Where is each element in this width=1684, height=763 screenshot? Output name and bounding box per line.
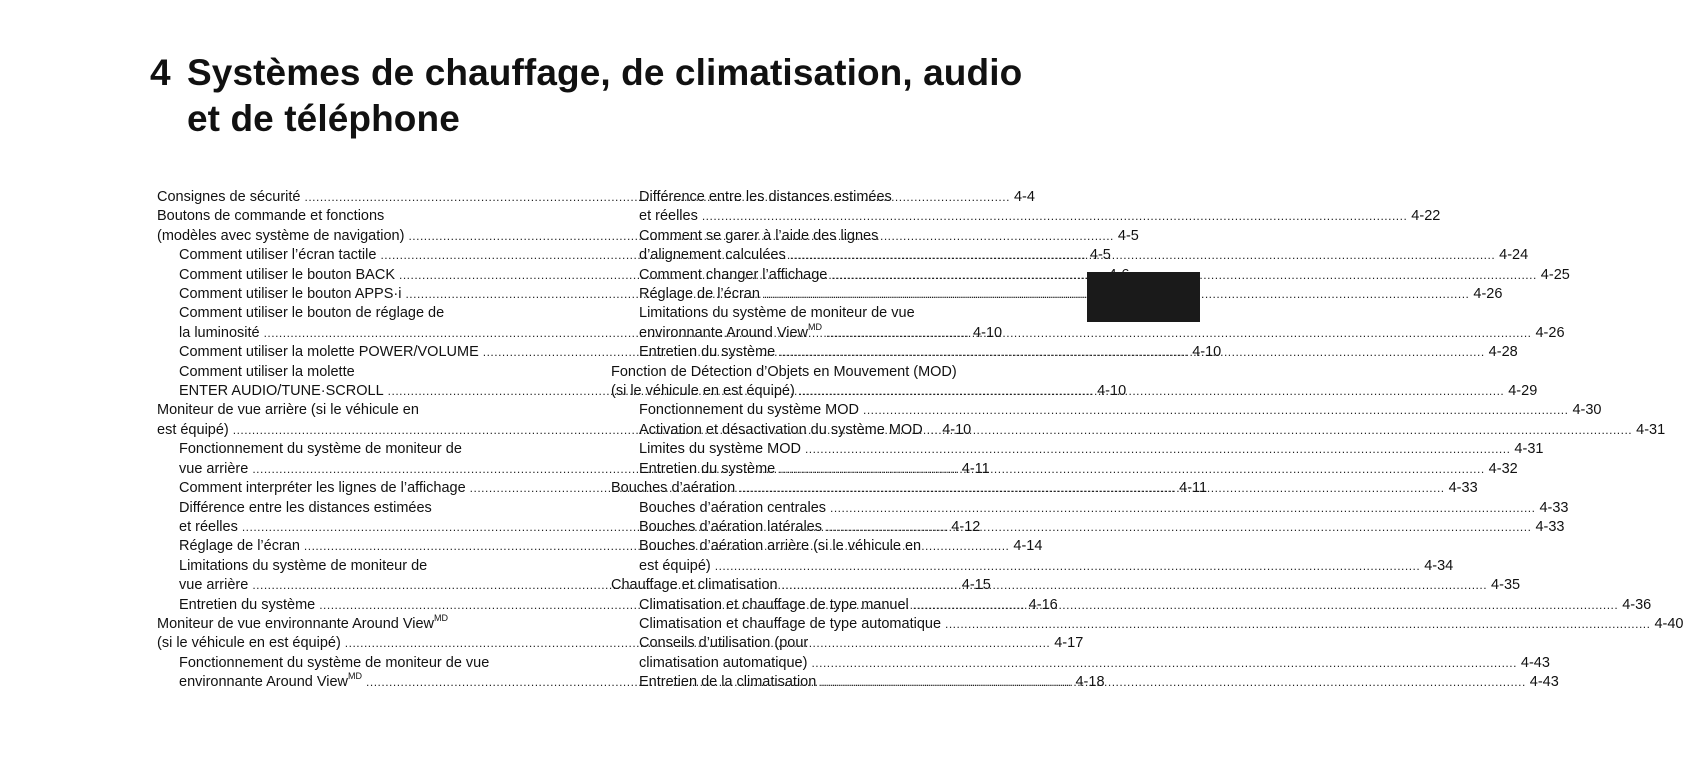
toc-entry-text: Entretien du système xyxy=(639,460,776,477)
toc-entry-text: Comment utiliser l’écran tactile xyxy=(179,247,377,264)
toc-page-number: 4-11 xyxy=(1179,480,1208,497)
dot-leader xyxy=(945,617,1650,631)
dot-leader xyxy=(820,675,1525,689)
toc-page-number: 4-18 xyxy=(1075,674,1105,691)
toc-entry-text: ENTER AUDIO/TUNE·SCROLL xyxy=(179,383,384,400)
chapter-number: 4 xyxy=(150,52,171,93)
toc-entry-text: Moniteur de vue environnante Around View xyxy=(157,615,435,632)
toc-entry-text: Différence entre les distances estimées xyxy=(179,499,432,516)
toc-entry[interactable] xyxy=(157,266,579,285)
dot-leader xyxy=(863,403,1568,417)
toc-page-number: 4-25 xyxy=(1540,266,1570,283)
dot-leader xyxy=(826,520,1531,534)
toc-entry[interactable] xyxy=(611,440,1544,459)
dot-leader xyxy=(715,559,1420,573)
toc-page-number: 4-32 xyxy=(1488,460,1518,477)
toc-entry-text: Entretien du système xyxy=(639,344,776,361)
dot-leader xyxy=(779,345,1484,359)
toc-entry-text: Bouches d’aération latérales xyxy=(639,518,822,535)
toc-entry-text: (si le véhicule en est équipé) xyxy=(611,383,795,400)
toc-page-number: 4-11 xyxy=(961,460,990,477)
toc-page-number: 4-35 xyxy=(1491,577,1521,594)
toc-page-number: 4-43 xyxy=(1520,654,1550,671)
toc-entry-text: Boutons de commande et fonctions xyxy=(157,208,385,225)
toc-entry-text: Comment utiliser la molette xyxy=(179,363,355,380)
toc-entry[interactable] xyxy=(611,460,1518,479)
toc-page-number: 4-5 xyxy=(1089,247,1111,264)
toc-page-number: 4-26 xyxy=(1535,324,1565,341)
toc-entry-text: Réglage de l’écran xyxy=(639,286,760,303)
toc-entry[interactable] xyxy=(611,266,1570,285)
toc-page-number: 4-26 xyxy=(1473,286,1503,303)
toc-page-number: 4-30 xyxy=(1572,402,1602,419)
toc-entry-text: la luminosité xyxy=(179,324,260,341)
dot-leader xyxy=(826,326,1531,340)
toc-entry[interactable] xyxy=(611,188,1441,227)
toc-page-number: 4-24 xyxy=(1499,247,1529,264)
toc-page-number: 4-22 xyxy=(1411,208,1441,225)
toc-entry-text: Consignes de sécurité xyxy=(157,189,301,205)
toc-page-number: 4-10 xyxy=(973,324,1003,341)
dot-leader xyxy=(805,442,1510,456)
toc-entry-text: Comment utiliser la molette POWER/VOLUME xyxy=(179,344,479,361)
dot-leader xyxy=(782,578,1487,592)
trademark-superscript: MD xyxy=(808,321,823,332)
toc-entry[interactable] xyxy=(611,401,1602,420)
toc-entry-text: climatisation automatique) xyxy=(639,654,808,671)
toc-entry-text: Chauffage et climatisation xyxy=(611,577,778,594)
chapter-thumb-tab xyxy=(1087,272,1200,322)
toc-page-number: 4-14 xyxy=(1013,538,1043,555)
toc-entry-text: Comment changer l’affichage xyxy=(639,266,828,283)
toc-page-number: 4-33 xyxy=(1448,480,1478,497)
toc-entry[interactable] xyxy=(611,576,1521,595)
toc-entry-text: Bouches d’aération centrales xyxy=(639,499,827,516)
toc-entry[interactable] xyxy=(611,518,1565,537)
toc-entry-text: environnante Around View xyxy=(179,674,349,691)
toc-page-number: 4-10 xyxy=(942,421,972,438)
toc-page-number: 4-31 xyxy=(1514,441,1544,458)
toc-entry[interactable] xyxy=(611,304,1565,343)
dot-leader xyxy=(927,423,1632,437)
dot-leader xyxy=(799,384,1504,398)
toc-page-number: 4-43 xyxy=(1529,674,1559,691)
toc-entry-text: d’alignement calculées xyxy=(639,247,786,264)
toc-entry-text: et réelles xyxy=(639,208,698,225)
toc-entry-text: est équipé) xyxy=(157,421,229,438)
toc-entry-text: Comment utiliser le bouton BACK xyxy=(179,266,395,283)
toc-page-number: 4-10 xyxy=(1192,344,1222,361)
toc-entry-text: Comment se garer à l’aide des lignes xyxy=(639,227,879,244)
toc-entry-text: Conseils d’utilisation (pour xyxy=(639,635,809,652)
toc-entry-text: Moniteur de vue arrière (si le véhicule en xyxy=(157,402,419,419)
toc-entry-text: Activation et désactivation du système MOD xyxy=(639,421,923,438)
toc-page-number: 4-33 xyxy=(1535,518,1565,535)
toc-entry-text: Différence entre les distances estimées xyxy=(639,189,892,205)
dot-leader xyxy=(790,248,1495,262)
toc-page-number: 4-12 xyxy=(951,518,981,535)
toc-entry-text: Comment interpréter les lignes de l’affichage xyxy=(179,480,466,497)
dot-leader xyxy=(830,501,1535,515)
toc-entry[interactable] xyxy=(611,421,1666,440)
toc-page-number: 4-31 xyxy=(1636,421,1666,438)
toc-entry-text: Limitations du système de moniteur de vue xyxy=(639,305,915,322)
toc-entry-text: Fonctionnement du système de moniteur de vue xyxy=(179,654,490,671)
toc-page-number: 4-29 xyxy=(1508,383,1538,400)
toc-entry-text: Fonctionnement du système de moniteur de xyxy=(179,441,462,458)
toc-entry[interactable] xyxy=(157,285,579,304)
toc-entry[interactable] xyxy=(611,285,1503,304)
toc-entry-text: Entretien de la climatisation xyxy=(639,674,817,691)
toc-page-number: 4-36 xyxy=(1622,596,1652,613)
toc-page-number: 4-40 xyxy=(1654,615,1684,632)
toc-entry-text: (si le véhicule en est équipé) xyxy=(157,635,341,652)
toc-entry-text: Climatisation et chauffage de type manuel xyxy=(639,596,909,613)
toc-entry[interactable] xyxy=(611,537,1454,576)
trademark-superscript: MD xyxy=(348,671,363,682)
toc-page-number: 4-16 xyxy=(1028,596,1058,613)
dot-leader xyxy=(779,462,1484,476)
toc-page-number: 4-15 xyxy=(961,577,991,594)
toc-entry-text: Bouches d’aération arrière (si le véhicule en xyxy=(639,538,922,555)
toc-entry-text: Bouches d’aération xyxy=(611,480,736,497)
toc-page-number: 4-34 xyxy=(1424,557,1454,574)
toc-page-number: 4-33 xyxy=(1539,499,1569,516)
toc-entry-text: Fonction de Détection d’Objets en Mouvement (MOD) xyxy=(611,363,957,380)
toc-page-number: 4-28 xyxy=(1488,344,1518,361)
toc-page-number: 4-4 xyxy=(1013,189,1035,205)
toc-entry-text: Entretien du système xyxy=(179,596,316,613)
toc-entry-text: Comment utiliser le bouton APPS·i xyxy=(179,286,402,303)
dot-leader xyxy=(739,481,1444,495)
toc-entry-text: est équipé) xyxy=(639,557,711,574)
toc-entry-text: et réelles xyxy=(179,518,238,535)
toc-entry-text: Climatisation et chauffage de type automatique xyxy=(639,615,942,632)
chapter-title-line-1: Systèmes de chauffage, de climatisation, audio xyxy=(187,52,1023,93)
toc-entry-text: Réglage de l’écran xyxy=(179,538,300,555)
toc-entry-text: Limites du système MOD xyxy=(639,441,801,458)
toc-entry-text: Fonctionnement du système MOD xyxy=(639,402,860,419)
toc-page-number: 4-5 xyxy=(1117,227,1139,244)
toc-page-number: 4-10 xyxy=(1097,383,1127,400)
toc-entry-text: Limitations du système de moniteur de xyxy=(179,557,428,574)
toc-entry-text: environnante Around View xyxy=(639,324,809,341)
trademark-superscript: MD xyxy=(434,612,449,623)
toc-entry-text: (modèles avec système de navigation) xyxy=(157,227,405,244)
dot-leader xyxy=(811,656,1516,670)
toc-entry[interactable] xyxy=(611,615,1684,634)
toc-entry[interactable] xyxy=(611,499,1569,518)
chapter-title-line-2: et de téléphone xyxy=(187,98,460,139)
toc-entry-text: vue arrière xyxy=(179,577,249,594)
toc-page-number: 4-17 xyxy=(1054,635,1084,652)
toc-entry-text: Comment utiliser le bouton de réglage de xyxy=(179,305,445,322)
toc-entry-text: vue arrière xyxy=(179,460,249,477)
dot-leader xyxy=(702,209,1407,223)
dot-leader xyxy=(913,598,1618,612)
